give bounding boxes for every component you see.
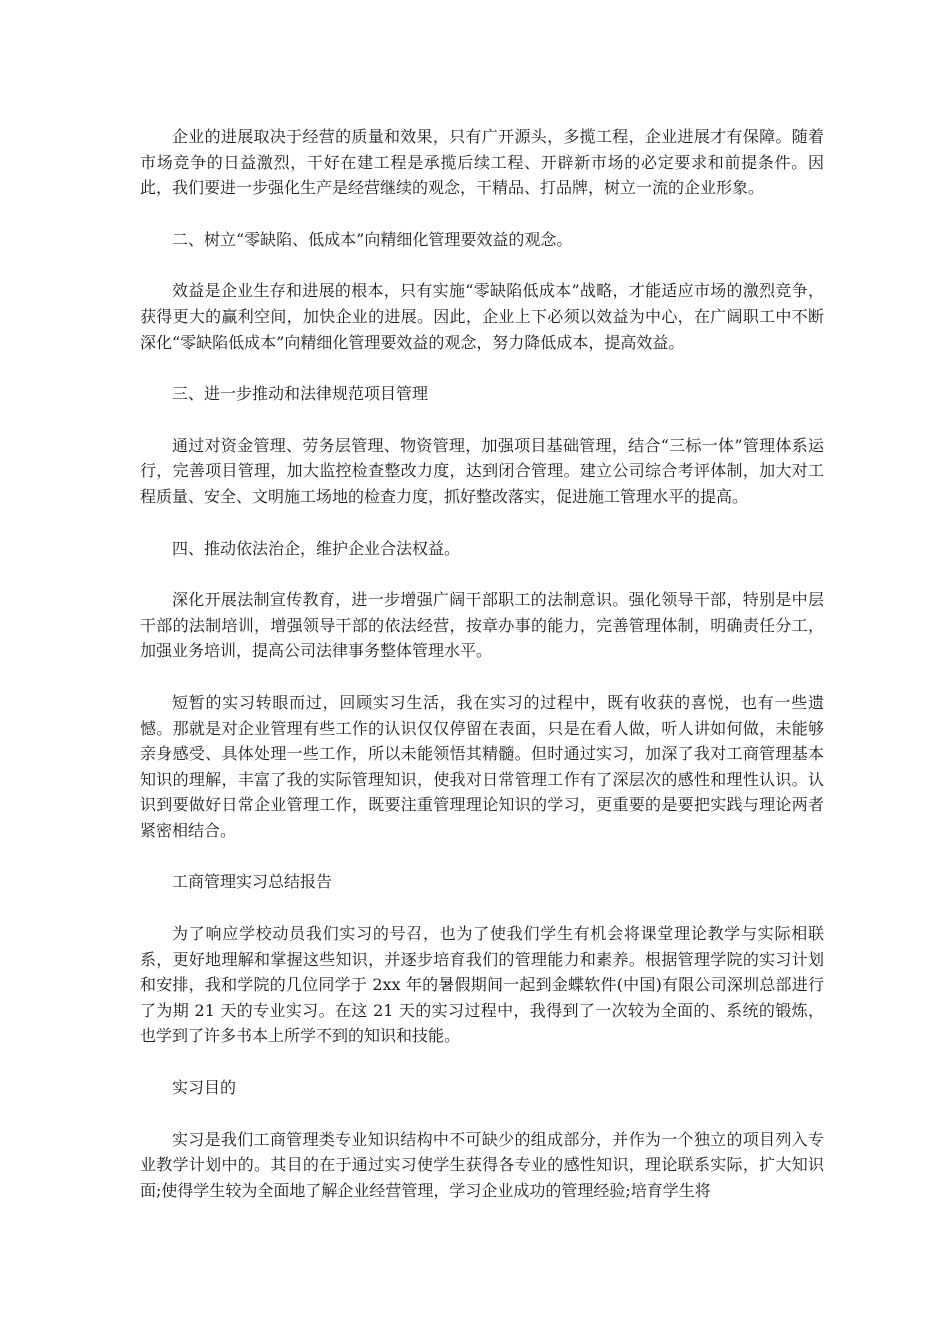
section-heading-purpose: 实习目的 — [172, 1078, 237, 1098]
section-heading-two: 二、树立“零缺陷、低成本”向精细化管理要效益的观念。 — [172, 229, 573, 249]
paragraph-business-development: 企业的进展取决于经营的质量和效果，只有广开源头，多揽工程，企业进展才有保障。随着市场竞争的日益激烈，干好在建工程是承揽后续工程、开辟新市场的必定要求和前提条件。因此，我们要进一步强化生产是经营继续的观念，干精品、打品牌，树立一流的企业形象。 — [140, 127, 824, 198]
document-page — [140, 124, 824, 1229]
paragraph-internship-purpose: 实习是我们工商管理类专业知识结构中不可缺少的组成部分，并作为一个独立的项目列入专业教学计划中的。其目的在于通过实习使学生获得各专业的感性知识，理论联系实际，扩大知识面;使得学生较为全面地了解企业经营管理，学习企业成功的管理经验;培育学生将 — [140, 1129, 824, 1200]
section-heading-four: 四、推动依法治企，维护企业合法权益。 — [172, 538, 461, 558]
report-title: 工商管理实习总结报告 — [172, 872, 333, 892]
section-heading-three: 三、进一步推动和法律规范项目管理 — [172, 384, 429, 404]
paragraph-efficiency: 效益是企业生存和进展的根本，只有实施“零缺陷低成本”战略，才能适应市场的激烈竞争，获得更大的赢利空间，加快企业的进展。因此，企业上下必须以效益为中心，在广阔职工中不断深化“零缺陷低成本”向精细化管理要效益的观念，努力降低成本，提高效益。 — [140, 281, 824, 352]
paragraph-project-management: 通过对资金管理、劳务层管理、物资管理，加强项目基础管理，结合“三标一体”管理体系运行，完善项目管理，加大监控检查整改力度，达到闭合管理。建立公司综合考评体制，加大对工程质量、安全、文明施工场地的检查力度，抓好整改落实，促进施工管理水平的提高。 — [140, 435, 824, 506]
paragraph-internship-reflection: 短暂的实习转眼而过，回顾实习生活，我在实习的过程中，既有收获的喜悦，也有一些遗憾。那就是对企业管理有些工作的认识仅仅停留在表面，只是在看人做，听人讲如何做，未能够亲身感受、具体处理一些工作，所以未能领悟其精髓。但时通过实习，加深了我对工商管理基本知识的理解，丰富了我的实际管理知识，使我对日常管理工作有了深层次的感性和理性认识。认识到要做好日常企业管理工作，既要注重管理理论知识的学习，更重要的是要把实践与理论两者紧密相结合。 — [140, 692, 824, 840]
paragraph-internship-intro: 为了响应学校动员我们实习的号召，也为了使我们学生有机会将课堂理论教学与实际相联系，更好地理解和掌握这些知识，并逐步培育我们的管理能力和素养。根据管理学院的实习计划和安排，我和学院的几位同学于 2xx 年的暑假期间一起到金蝶软件(中国)有限公司深圳总部进行了为期 21 天的专业实习。在这 21 天的实习过程中，我得到了一次较为全面的、系统的锻炼，也学到了许多书本上所学不到的知识和技能。 — [140, 924, 824, 1046]
paragraph-legal-education: 深化开展法制宣传教育，进一步增强广阔干部职工的法制意识。强化领导干部，特别是中层干部的法制培训，增强领导干部的依法经营，按章办事的能力，完善管理体制，明确责任分工，加强业务培训，提高公司法律事务整体管理水平。 — [140, 590, 824, 661]
